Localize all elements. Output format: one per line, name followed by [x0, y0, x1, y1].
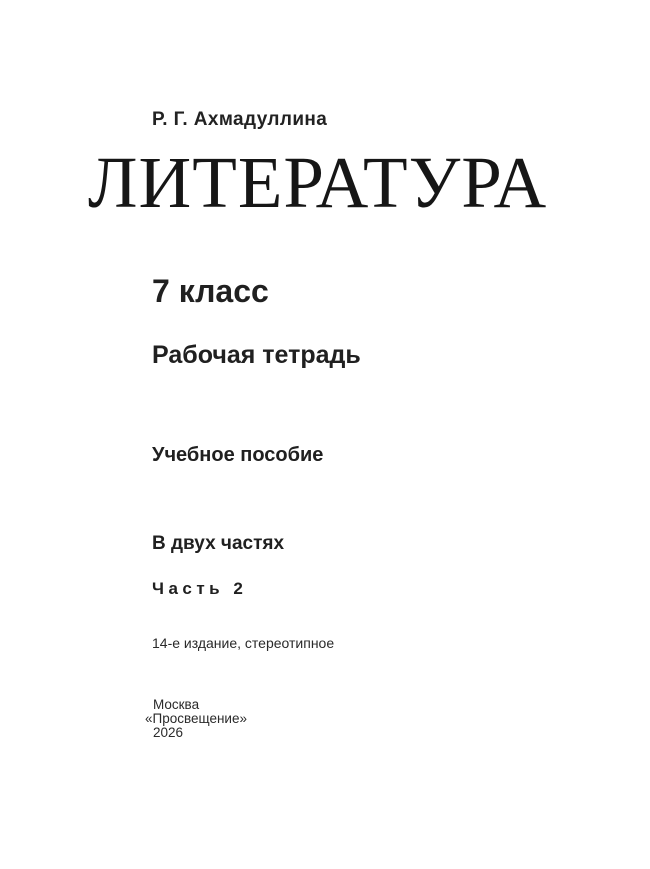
- part-number-label: Часть 2: [152, 579, 248, 598]
- imprint-city: Москва: [153, 697, 200, 712]
- edition-type-label: Учебное пособие: [152, 444, 324, 466]
- edition-info-line: 14-е издание, стереотипное: [152, 635, 335, 651]
- subtitle-workbook: Рабочая тетрадь: [152, 341, 361, 369]
- imprint-publisher: «Просвещение»: [145, 711, 247, 726]
- grade-label: 7 класс: [152, 273, 269, 309]
- author-line: Р. Г. Ахмадуллина: [152, 109, 328, 130]
- book-title: ЛИТЕРАТУРА: [88, 142, 548, 223]
- parts-note: В двух частях: [152, 533, 285, 554]
- imprint-year: 2026: [153, 725, 184, 740]
